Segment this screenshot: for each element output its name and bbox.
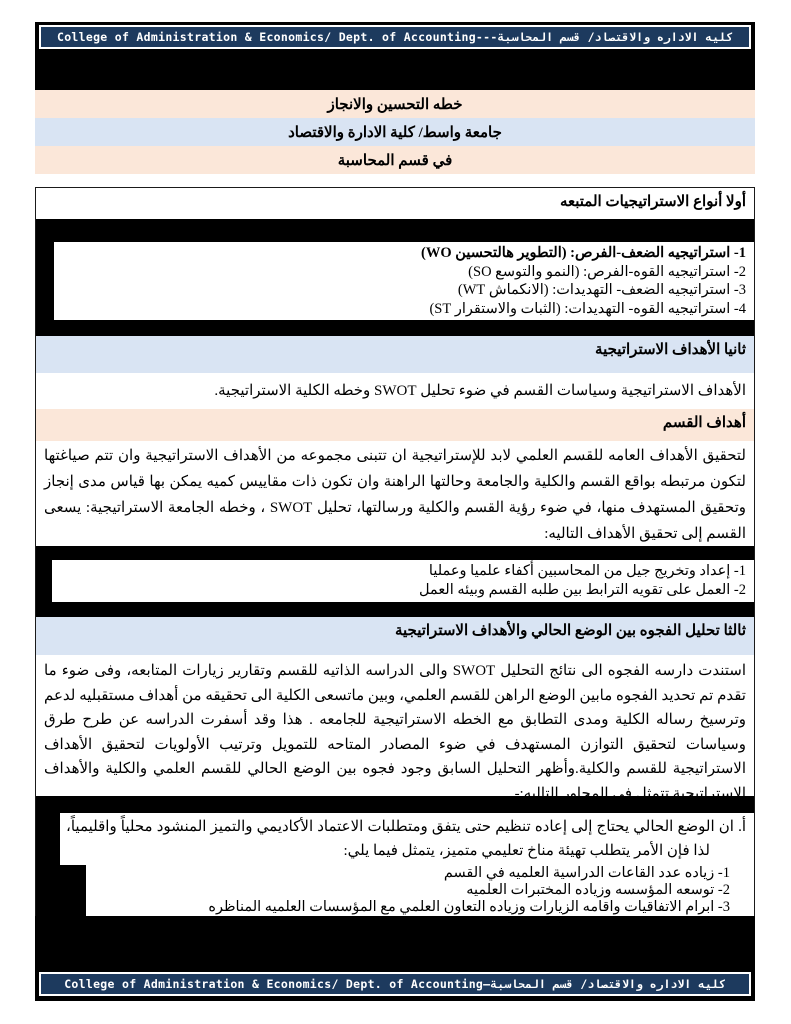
objectives-intro: الأهداف الاستراتيجية وسياسات القسم في ضوء تحليل SWOT وخطه الكلية الاستراتيجية. <box>36 373 754 409</box>
header-title-bar <box>39 25 751 49</box>
title-band-plan <box>35 90 755 118</box>
gap-action-item: 1- زياده عدد القاعات الدراسية العلميه في القسم <box>443 865 730 881</box>
gap-detail-wrap <box>36 796 754 916</box>
objectives-heading: ثانيا الأهداف الاستراتيجية <box>36 336 754 373</box>
goals-list <box>52 560 754 602</box>
strategies-heading: أولا أنواع الاستراتيجيات المتبعه <box>559 194 746 210</box>
gap-analysis-paragraph: استندت دارسه الفجوه الى نتائج التحليل SWOT والى الدراسه الذاتيه للقسم وتقارير زيارات المتابعه، وفى ضوء ما تقدم تم تحديد الفجوه مابين الوضع الراهن للقسم العلمي، وبين ماتسعى الكلية الى تحقيقه من أهداف مستقبليه لدعم وترسيخ رساله الكلية ومدى التطابق مع الخطه الاستراتيجية للجامعه . هذا وقد أسفرت الدراسه عن طرح طرق وسياسات لتحقيق التوازن المستهدف في ضوء المصادر المتاحه للتمويل وترتيب الأولويات لتحقيق الأهداف الاستراتيجية للقسم والكلية.وأظهر التحليل السابق وجود فجوه بين الوضع الحالي للقسم العلمي والكلية والأهداف الاستراتيجية تتمثل في المحاور التاليه:- <box>36 655 754 776</box>
spacer <box>35 174 755 187</box>
strategies-list-wrap <box>36 241 754 321</box>
divider-bar <box>36 603 754 617</box>
footer-title: College of Administration & Economics/ Dept. of Accounting–كليه الاداره والاقتصاد/ قسم المحاسبة <box>64 977 726 991</box>
divider-bar <box>36 321 754 336</box>
divider-bar <box>36 219 754 241</box>
strategies-list <box>54 242 754 320</box>
gap-actions-list <box>86 865 754 916</box>
document-body <box>35 187 755 916</box>
title-band-plan-label: خطه التحسين والانجاز <box>327 96 463 113</box>
gap-action-item: 3- ابرام الاتفاقيات واقامه الزيارات وزياده التعاون العلمي مع المؤسسات العلميه المناظره <box>208 899 730 915</box>
gap-action-item: 2- توسعه المؤسسه وزياده المختبرات العلميه <box>466 882 730 898</box>
goal-item: 1- إعداد وتخريج جيل من المحاسبين أكفاء علميا وعمليا <box>428 563 746 579</box>
gap-analysis-heading: ثالثا تحليل الفجوه بين الوضع الحالي والأهداف الاستراتيجية <box>36 617 754 655</box>
header-banner <box>35 22 755 90</box>
title-band-department-label: في قسم المحاسبة <box>337 152 453 169</box>
divider-bar <box>36 546 754 559</box>
strategy-item: 1- استراتيجيه الضعف-الفرص: (التطوير هالتحسين WO) <box>421 245 746 261</box>
title-band-university <box>35 118 755 146</box>
strategy-item: 3- استراتيجيه الضعف- التهديدات: (الانكماش WT) <box>457 282 746 298</box>
objectives-paragraph: لتحقيق الأهداف العامه للقسم العلمي لابد للإستراتيجية ان تتبنى مجموعه من الأهداف الاستراتيجية وان تتم صياغتها لتكون مرتبطه بواقع القسم والكلية والجامعة وحالتها الراهنة وان تكون ذات مقاييس كميه يمكن بها قياس مدى إنجاز وتحقيق المستهدف منها، في ضوء رؤية القسم والكلية ورسالتها، تحليل SWOT ، وخطه الجامعة الاستراتيجية: يسعى القسم إلى تحقيق الأهداف التاليه: <box>36 441 754 546</box>
strategy-item: 4- استراتيجيه القوه- التهديدات: (الثبات والاستقرار ST) <box>429 300 746 317</box>
header-title: College of Administration & Economics/ Dept. of Accounting---كليه الاداره والاقتصاد/ قسم المحاسبة <box>56 30 734 44</box>
footer-title-bar <box>39 972 751 996</box>
gap-point-a: أ. ان الوضع الحالي يحتاج إلى إعاده تنظيم حتى يتفق ومتطلبات الاعتماد الأكاديمي والتميز المنشود محلياً واقليمياً، لذا فإن الأمر يتطلب تهيئة مناخ تعليمي متميز، يتمثل فيما يلي: <box>60 813 754 865</box>
goals-list-wrap <box>36 559 754 603</box>
objectives-subheading: أهداف القسم <box>36 409 754 441</box>
title-band-university-label: جامعة واسط/ كلية الادارة والاقتصاد <box>288 124 502 141</box>
goal-item: 2- العمل على تقويه الترابط بين طلبه القسم وبيئه العمل <box>418 581 746 598</box>
strategy-item: 2- استراتيجيه القوه-الفرص: (النمو والتوسع SO) <box>468 263 746 280</box>
title-band-department <box>35 146 755 174</box>
footer-banner <box>35 916 755 1001</box>
